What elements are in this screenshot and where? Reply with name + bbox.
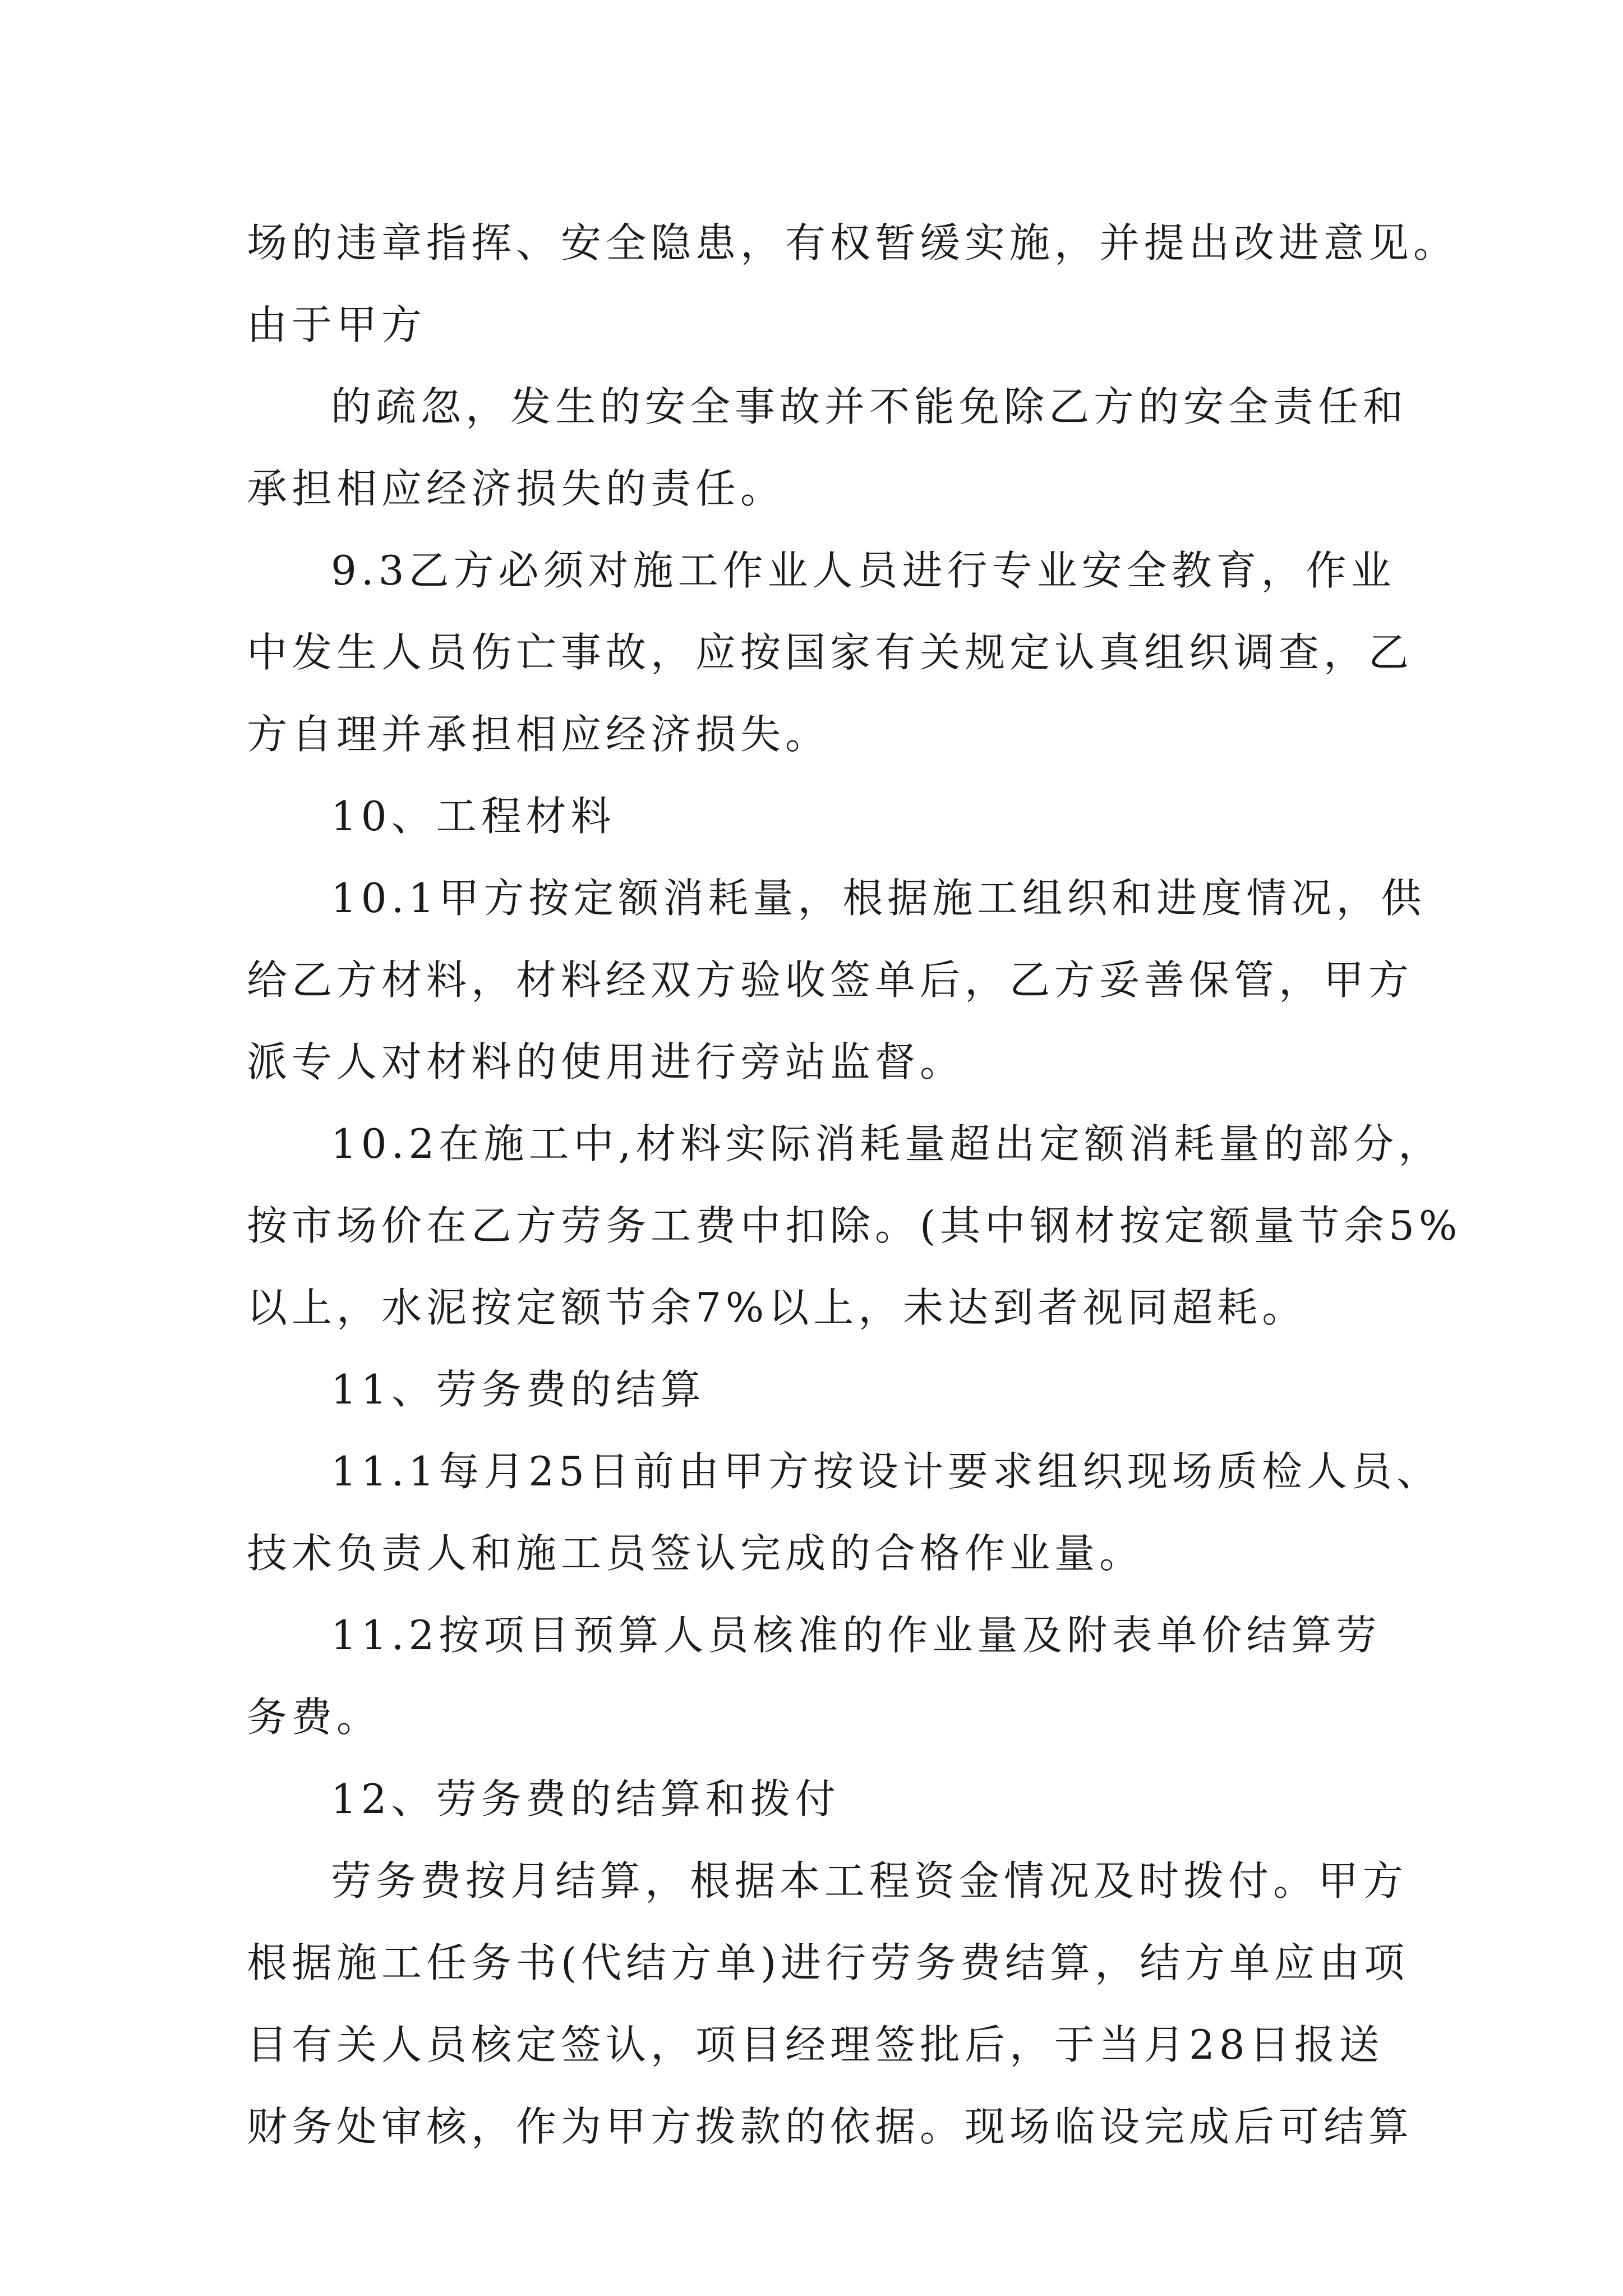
text-line: 按市场价在乙方劳务工费中扣除。(其中钢材按定额量节余5%: [247, 1202, 1462, 1249]
section-9-3-line: 9.3乙方必须对施工作业人员进行专业安全教育，作业: [331, 547, 1396, 594]
text-line: 场的违章指挥、安全隐患，有权暂缓实施，并提出改进意见。: [247, 219, 1459, 266]
text-line: 目有关人员核定签认，项目经理签批后，于当月28日报送: [247, 2021, 1384, 2068]
section-11-2-line: 11.2按项目预算人员核准的作业量及附表单价结算劳: [331, 1612, 1381, 1659]
text-line: 承担相应经济损失的责任。: [247, 465, 786, 512]
section-10-2-line: 10.2在施工中,材料实际消耗量超出定额消耗量的部分，: [331, 1120, 1444, 1167]
text-line: 中发生人员伤亡事故，应按国家有关规定认真组织调查，乙: [247, 629, 1414, 676]
text-line: 劳务费按月结算，根据本工程资金情况及时拨付。甲方: [331, 1857, 1408, 1904]
text-line: 给乙方材料，材料经双方验收签单后，乙方妥善保管，甲方: [247, 956, 1414, 1004]
text-line: 派专人对材料的使用进行旁站监督。: [247, 1038, 965, 1085]
text-line: 方自理并承担相应经济损失。: [247, 711, 831, 758]
document-body: [247, 202, 1462, 2168]
section-heading-10: 10、工程材料: [331, 793, 616, 840]
text-line: 以上，水泥按定额节余7%以上，未达到者视同超耗。: [247, 1284, 1307, 1331]
section-heading-12: 12、劳务费的结算和拨付: [331, 1775, 840, 1823]
section-11-1-line: 11.1每月25日前由甲方按设计要求组织现场质检人员、: [331, 1448, 1441, 1495]
text-line: 务费。: [247, 1694, 382, 1741]
text-line: 根据施工任务书(代结方单)进行劳务费结算，结方单应由项: [247, 1939, 1409, 1986]
section-10-1-line: 10.1甲方按定额消耗量，根据施工组织和进度情况，供: [331, 875, 1426, 922]
text-line: 由于甲方: [247, 301, 427, 348]
text-line: 财务处审核，作为甲方拨款的依据。现场临设完成后可结算: [247, 2103, 1414, 2150]
text-line: 的疏忽，发生的安全事故并不能免除乙方的安全责任和: [331, 383, 1408, 430]
text-line: 技术负责人和施工员签认完成的合格作业量。: [247, 1530, 1145, 1577]
section-heading-11: 11、劳务费的结算: [331, 1366, 706, 1413]
